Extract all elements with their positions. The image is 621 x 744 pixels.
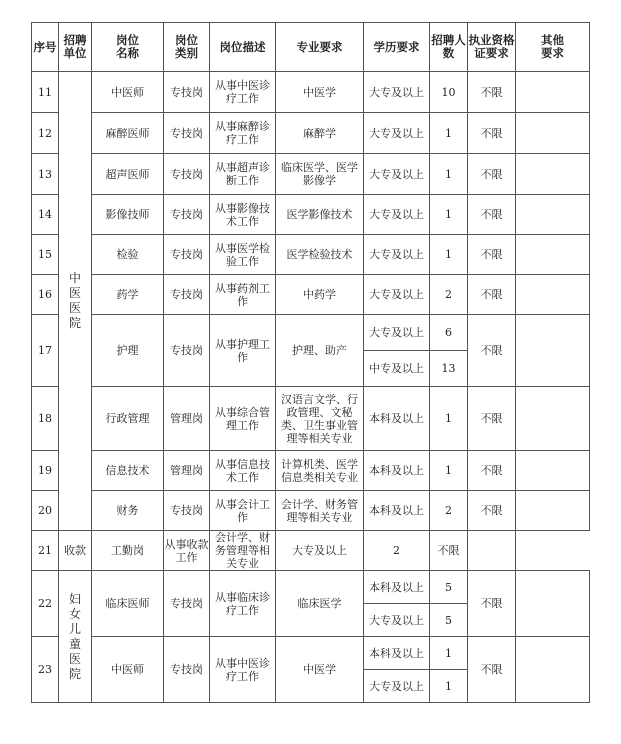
cell-license: 不限: [468, 491, 516, 531]
header-row: [32, 23, 590, 72]
cell-no: 12: [32, 113, 59, 154]
cell-count: 1: [430, 235, 468, 275]
recruitment-table: [31, 22, 590, 703]
cell-count: 6: [430, 315, 468, 351]
cell-position-type: 专技岗: [164, 571, 210, 637]
cell-position-name: 中医师: [92, 637, 164, 703]
header-position-type: 岗位类别: [164, 23, 210, 72]
cell-education: 中专及以上: [364, 351, 430, 387]
cell-count: 1: [430, 670, 468, 703]
cell-education: 本科及以上: [364, 491, 430, 531]
cell-description: 从事综合管理工作: [210, 387, 276, 451]
header-count: 招聘人数: [430, 23, 468, 72]
cell-count: 1: [430, 637, 468, 670]
cell-other: [516, 154, 590, 195]
cell-count: 1: [430, 113, 468, 154]
cell-description: 从事医学检验工作: [210, 235, 276, 275]
cell-license: 不限: [468, 72, 516, 113]
cell-major: 麻醉学: [276, 113, 364, 154]
table-row: [32, 571, 590, 604]
cell-no: 17: [32, 315, 59, 387]
cell-position-type: 专技岗: [164, 72, 210, 113]
table-row: [32, 235, 590, 275]
cell-position-type: 专技岗: [164, 154, 210, 195]
cell-description: 从事麻醉诊疗工作: [210, 113, 276, 154]
cell-count: 2: [430, 491, 468, 531]
cell-other: [516, 491, 590, 531]
cell-unit: 中医医院: [59, 72, 92, 531]
cell-license: 不限: [468, 195, 516, 235]
table-row: [32, 451, 590, 491]
cell-position-type: 工勤岗: [92, 531, 164, 571]
cell-no: 20: [32, 491, 59, 531]
cell-education: 大专及以上: [364, 72, 430, 113]
cell-major: 临床医学: [276, 571, 364, 637]
cell-no: 22: [32, 571, 59, 637]
header-no: 序号: [32, 23, 59, 72]
cell-other: [516, 235, 590, 275]
cell-education: 本科及以上: [364, 571, 430, 604]
table-row: [32, 275, 590, 315]
cell-license: 不限: [468, 571, 516, 637]
cell-count: 1: [430, 154, 468, 195]
cell-major: 中医学: [276, 637, 364, 703]
cell-education: 大专及以上: [364, 275, 430, 315]
cell-major: 医学检验技术: [276, 235, 364, 275]
cell-position-name: 检验: [92, 235, 164, 275]
table-row: [32, 637, 590, 670]
cell-position-name: 财务: [92, 491, 164, 531]
header-other: 其他要求: [516, 23, 590, 72]
cell-position-type: 专技岗: [164, 315, 210, 387]
table-row: [32, 113, 590, 154]
cell-other: [516, 315, 590, 387]
cell-count: 10: [430, 72, 468, 113]
cell-no: 23: [32, 637, 59, 703]
cell-education: 大专及以上: [364, 315, 430, 351]
cell-position-name: 药学: [92, 275, 164, 315]
cell-no: 16: [32, 275, 59, 315]
cell-position-name: 信息技术: [92, 451, 164, 491]
cell-count: 5: [430, 604, 468, 637]
cell-other: [516, 195, 590, 235]
cell-no: 11: [32, 72, 59, 113]
header-unit: 招聘单位: [59, 23, 92, 72]
cell-count: 2: [430, 275, 468, 315]
cell-description: 从事中医诊疗工作: [210, 72, 276, 113]
cell-count: 13: [430, 351, 468, 387]
cell-position-type: 专技岗: [164, 113, 210, 154]
cell-license: 不限: [468, 113, 516, 154]
table-body: [32, 72, 590, 703]
recruitment-table-container: [31, 22, 590, 703]
cell-major: 会计学、财务管理等相关专业: [276, 491, 364, 531]
cell-major: 临床医学、医学影像学: [276, 154, 364, 195]
cell-position-name: 行政管理: [92, 387, 164, 451]
cell-position-name: 护理: [92, 315, 164, 387]
header-license: 执业资格证要求: [468, 23, 516, 72]
table-row: [32, 531, 590, 571]
cell-description: 从事中医诊疗工作: [210, 637, 276, 703]
cell-education: 大专及以上: [364, 670, 430, 703]
cell-position-name: 影像技师: [92, 195, 164, 235]
cell-position-type: 专技岗: [164, 195, 210, 235]
cell-position-type: 专技岗: [164, 637, 210, 703]
cell-description: 从事收款工作: [164, 531, 210, 571]
cell-other: [468, 531, 516, 571]
cell-count: 2: [364, 531, 430, 571]
cell-no: 13: [32, 154, 59, 195]
header-description: 岗位描述: [210, 23, 276, 72]
cell-education: 本科及以上: [364, 451, 430, 491]
cell-education: 大专及以上: [364, 604, 430, 637]
header-education: 学历要求: [364, 23, 430, 72]
cell-count: 1: [430, 387, 468, 451]
cell-education: 大专及以上: [276, 531, 364, 571]
cell-other: [516, 571, 590, 637]
cell-no: 15: [32, 235, 59, 275]
cell-position-type: 专技岗: [164, 491, 210, 531]
cell-position-name: 麻醉医师: [92, 113, 164, 154]
cell-license: 不限: [468, 315, 516, 387]
cell-position-name: 中医师: [92, 72, 164, 113]
cell-education: 本科及以上: [364, 637, 430, 670]
table-row: [32, 154, 590, 195]
cell-no: 19: [32, 451, 59, 491]
cell-major: 汉语言文学、行政管理、文秘类、卫生事业管理等相关专业: [276, 387, 364, 451]
cell-other: [516, 387, 590, 451]
cell-other: [516, 113, 590, 154]
cell-description: 从事影像技术工作: [210, 195, 276, 235]
cell-description: 从事会计工作: [210, 491, 276, 531]
cell-license: 不限: [468, 451, 516, 491]
cell-count: 1: [430, 195, 468, 235]
cell-major: 会计学、财务管理等相关专业: [210, 531, 276, 571]
cell-major: 中药学: [276, 275, 364, 315]
cell-education: 大专及以上: [364, 195, 430, 235]
cell-education: 本科及以上: [364, 387, 430, 451]
cell-position-type: 管理岗: [164, 387, 210, 451]
cell-count: 5: [430, 571, 468, 604]
cell-major: 护理、助产: [276, 315, 364, 387]
table-row: [32, 72, 590, 113]
cell-position-name: 收款: [59, 531, 92, 571]
cell-position-name: 临床医师: [92, 571, 164, 637]
cell-no: 18: [32, 387, 59, 451]
cell-education: 大专及以上: [364, 154, 430, 195]
cell-position-type: 专技岗: [164, 275, 210, 315]
cell-major: 计算机类、医学信息类相关专业: [276, 451, 364, 491]
cell-other: [516, 275, 590, 315]
cell-unit: 妇女儿童医院: [59, 571, 92, 703]
cell-major: 中医学: [276, 72, 364, 113]
table-row: [32, 315, 590, 351]
cell-education: 大专及以上: [364, 235, 430, 275]
cell-license: 不限: [468, 235, 516, 275]
cell-description: 从事信息技术工作: [210, 451, 276, 491]
cell-major: 医学影像技术: [276, 195, 364, 235]
cell-license: 不限: [468, 154, 516, 195]
cell-description: 从事药剂工作: [210, 275, 276, 315]
cell-no: 21: [32, 531, 59, 571]
cell-position-name: 超声医师: [92, 154, 164, 195]
cell-education: 大专及以上: [364, 113, 430, 154]
cell-license: 不限: [468, 387, 516, 451]
cell-license: 不限: [468, 275, 516, 315]
cell-no: 14: [32, 195, 59, 235]
header-position-name: 岗位名称: [92, 23, 164, 72]
table-row: [32, 195, 590, 235]
cell-count: 1: [430, 451, 468, 491]
cell-position-type: 管理岗: [164, 451, 210, 491]
cell-license: 不限: [430, 531, 468, 571]
cell-other: [516, 72, 590, 113]
cell-description: 从事临床诊疗工作: [210, 571, 276, 637]
cell-other: [516, 637, 590, 703]
cell-other: [516, 451, 590, 491]
cell-description: 从事护理工作: [210, 315, 276, 387]
cell-license: 不限: [468, 637, 516, 703]
cell-position-type: 专技岗: [164, 235, 210, 275]
header-major: 专业要求: [276, 23, 364, 72]
cell-description: 从事超声诊断工作: [210, 154, 276, 195]
table-row: [32, 491, 590, 531]
table-row: [32, 387, 590, 451]
